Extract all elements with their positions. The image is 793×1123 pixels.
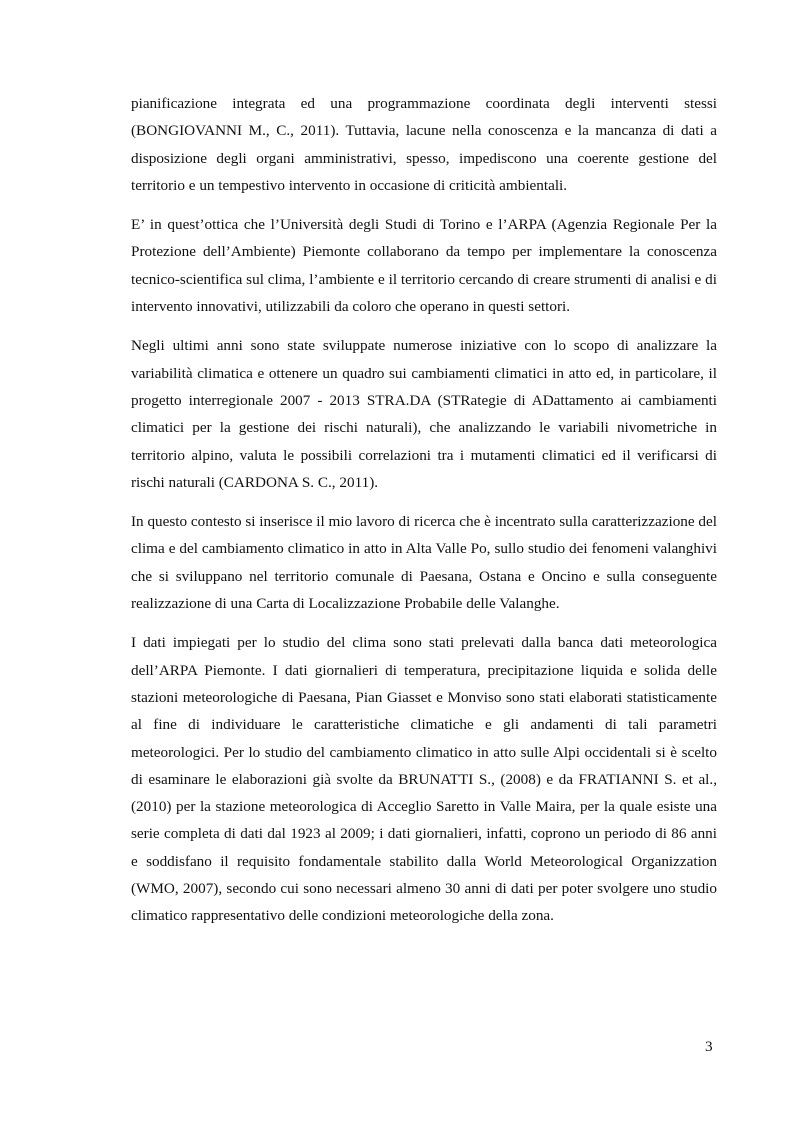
paragraph-3: Negli ultimi anni sono state sviluppate numerose iniziative con lo scopo di analizzare la variabilità climatica e ottenere un quadro sui cambiamenti climatici in atto ed, in particolare, il progetto interregionale 2007 - 2013 STRA.DA (STRategie di ADattamento ai cambiamenti climatici per la gestione dei rischi naturali), che analizzando le variabili nivometriche in territorio alpino, valuta le possibili correlazioni tra i mutamenti climatici ed il verificarsi di rischi naturali (CARDONA S. C., 2011). <box>131 337 717 491</box>
page-number: 3 <box>705 1038 713 1055</box>
paragraph-5: I dati impiegati per lo studio del clima sono stati prelevati dalla banca dati meteorologica dell’ARPA Piemonte. I dati giornalieri di temperatura, precipitazione liquida e solida delle stazioni meteorologiche di Paesana, Pian Giasset e Monviso sono stati elaborati statisticamente al fine di individuare le caratteristiche climatiche e gli andamenti di tali parametri meteorologici. Per lo studio del cambiamento climatico in atto sulle Alpi occidentali si è scelto di esaminare le elaborazioni già svolte da BRUNATTI S., (2008) e da FRATIANNI S. et al., (2010) per la stazione meteorologica di Acceglio Saretto in Valle Maira, per la quale esiste una serie completa di dati dal 1923 al 2009; i dati giornalieri, infatti, coprono un periodo di 86 anni e soddisfano il requisito fondamentale stabilito dalla World Meteorological Organizzation (WMO, 2007), secondo cui sono necessari almeno 30 anni di dati per poter svolgere uno studio climatico rappresentativo delle condizioni meteorologiche della zona. <box>131 634 717 925</box>
paragraph-1: pianificazione integrata ed una programmazione coordinata degli interventi stessi (BONGIOVANNI M., C., 2011). Tuttavia, lacune nella conoscenza e la mancanza di dati a disposizione degli organi amministrativi, spesso, impediscono una coerente gestione del territorio e un tempestivo intervento in occasione di criticità ambientali. <box>131 95 717 194</box>
paragraph-2: E’ in quest’ottica che l’Università degli Studi di Torino e l’ARPA (Agenzia Regionale Per la Protezione dell’Ambiente) Piemonte collaborano da tempo per implementare la conoscenza tecnico-scientifica sul clima, l’ambiente e il territorio cercando di creare strumenti di analisi e di intervento innovativi, utilizzabili da coloro che operano in questi settori. <box>131 216 717 316</box>
document-body <box>131 90 717 942</box>
paragraph-4: In questo contesto si inserisce il mio lavoro di ricerca che è incentrato sulla caratterizzazione del clima e del cambiamento climatico in atto in Alta Valle Po, sullo studio dei fenomeni valanghivi che si sviluppano nel territorio comunale di Paesana, Ostana e Oncino e sulla conseguente realizzazione di una Carta di Localizzazione Probabile delle Valanghe. <box>131 513 717 613</box>
